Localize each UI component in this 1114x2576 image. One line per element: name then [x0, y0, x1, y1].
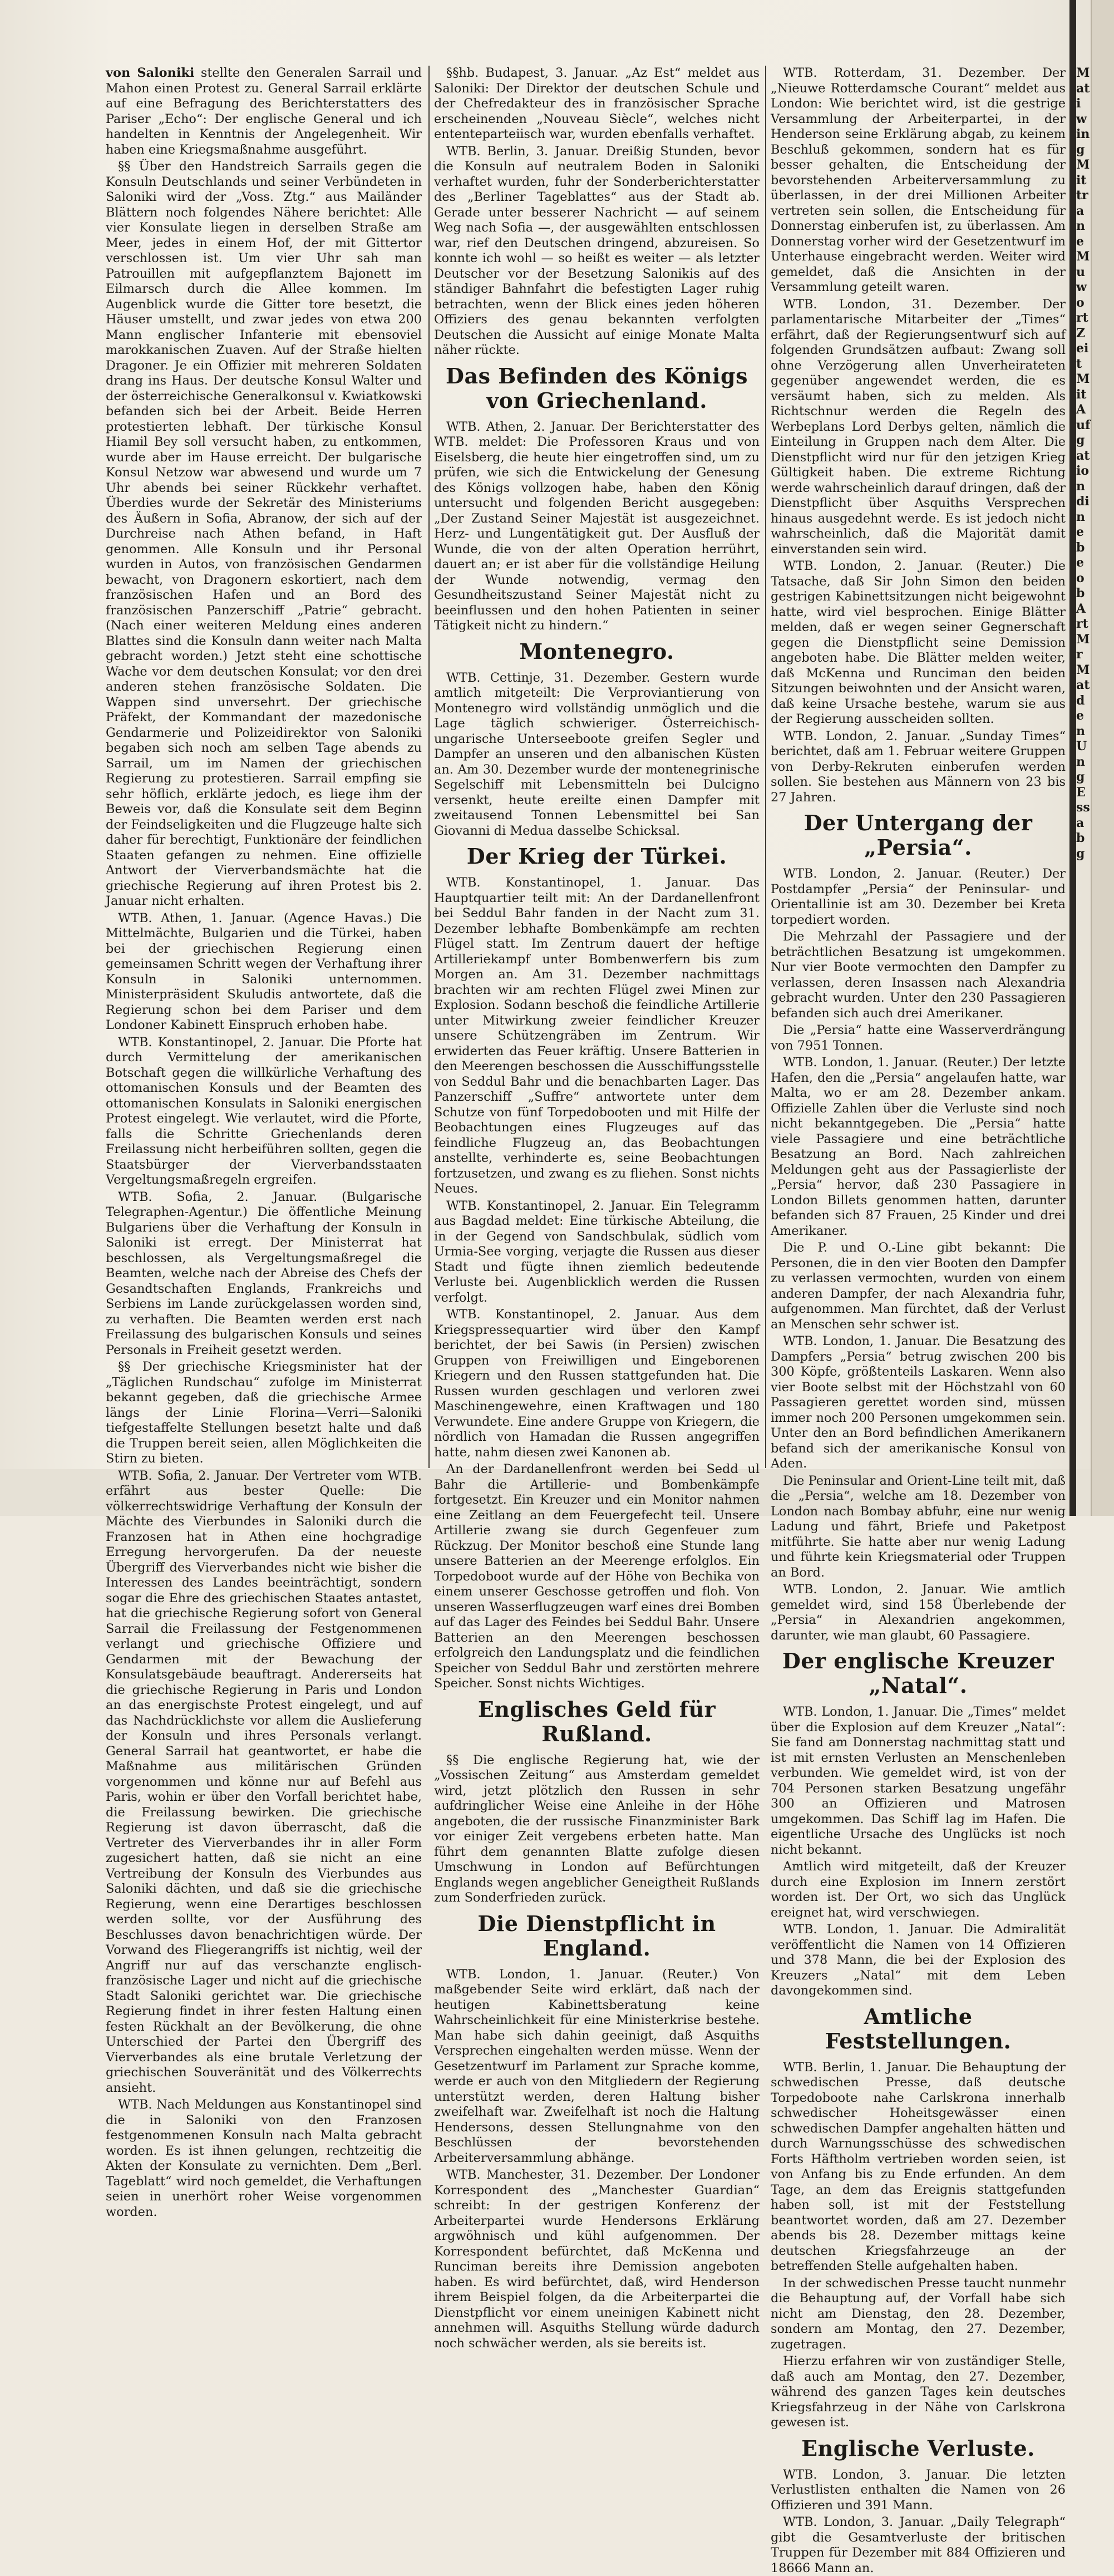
article-paragraph: Die P. und O.-Line gibt bekannt: Die Personen, die in den vier Booten den Dampfer zu verlassen vermochten, wurden von einem anderen Dampfer, der nach Alexandria fuhr, aufgenommen. Man fürchtet, daß der Verlust an Menschen sehr schwer ist.	[771, 1240, 1066, 1332]
article-paragraph: WTB. London, 1. Januar. Die Besatzung des Dampfers „Persia“ betrug zwischen 200 bis 300 Köpfe, größtenteils Laskaren. Wenn also vier Boote selbst mit der Höchstzahl von 60 Passagieren gerettet worden sind, müssen immer noch 200 Personen umgekommen sein. Unter den an Bord befindlichen Amerikanern befand sich der amerikanische Konsul von Aden.	[771, 1334, 1066, 1471]
article-paragraph: WTB. London, 1. Januar. (Reuter.) Der letzte Hafen, den die „Persia“ angelaufen hatte, war Malta, wo er am 28. Dezember ankam. Offizielle Zahlen über die Verluste sind noch nicht bekanntgegeben. Die „Persia“ hatte viele Passagiere und eine beträchtliche Besatzung an Bord. Nach zahlreichen Meldungen geht aus der Passagierliste der „Persia“ hervor, daß 230 Passagiere in London Billets genommen hatten, darunter befanden sich 87 Frauen, 25 Kinder und drei Amerikaner.	[771, 1055, 1066, 1238]
article-paragraph: WTB. Sofia, 2. Januar. (Bulgarische Telegraphen-Agentur.) Die öffentliche Meinung Bulgariens über die Verhaftung der Konsuln in Saloniki ist erregt. Der Ministerrat hat beschlossen, als Vergeltungsmaßregel die Beamten, welche nach der Abreise des Chefs der Gesandtschaften Englands, Frankreichs und Serbiens im Lande zurückgelassen worden sind, zu verhaften. Die Beamten werden erst nach Freilassung des bulgarischen Konsuls und seines Personals in Freiheit gesetzt werden.	[106, 1189, 422, 1357]
headline-king-greece: Das Befinden des Königs von Griechenland.	[446, 363, 748, 413]
headline-turkey-war: Der Krieg der Türkei.	[466, 844, 727, 869]
article-paragraph: WTB. Rotterdam, 31. Dezember. Der „Nieuwe Rotterdamsche Courant“ meldet aus London: Wie berichtet wird, ist die gestrige Versammlung der Arbeiterpartei, in der Henderson seine Erklärung abgab, zu keinem Beschluß gekommen, sondern hat es für besser gehalten, die Entscheidung der bevorstehenden Arbeiterversammlung zu überlassen, in der drei Millionen Arbeiter vertreten sein sollen, die Entscheidung für Donnerstag einberufen ist, zu überlassen. Am Donnerstag vorher wird der Gesetzentwurf im Unterhause eingebracht werden. Weiter wird gemeldet, daß die Ansichten in der Versammlung geteilt waren.	[771, 66, 1066, 294]
article-paragraph: §§ Die englische Regierung hat, wie der „Vossischen Zeitung“ aus Amsterdam gemeldet wird, jetzt plötzlich den Russen in sehr aufdringlicher Weise eine Anleihe in der Höhe angeboten, die der russische Finanzminister Bark vor einiger Zeit vergebens erbeten hatte. Man führt dem genannten Blatte zufolge diesen Umschwung in London auf Befürchtungen Englands wegen angeblicher Geneigtheit Rußlands zum Sonderfrieden zurück.	[434, 1752, 760, 1905]
column-1	[106, 66, 422, 2219]
article-paragraph: WTB. Konstantinopel, 2. Januar. Die Pforte hat durch Vermittelung der amerikanischen Botschaft gegen die willkürliche Verhaftung des ottomanischen Konsuls und der Beamten des ottomanischen Konsulats in Saloniki energischen Protest eingelegt. Wie verlautet, wird die Pforte, falls die Schritte Griechenlands deren Freilassung nicht herbeiführen sollten, gegen die Staatsbürger der Vierverbandsstaaten Vergeltungsmaßregeln ergreifen.	[106, 1035, 422, 1187]
article-paragraph: WTB. Nach Meldungen aus Konstantinopel sind die in Saloniki von den Franzosen festgenommenen Konsuln nach Malta gebracht worden. Es ist ihnen gelungen, rechtzeitig die Akten der Konsulate zu vernichten. Dem „Berl. Tageblatt“ wird noch gemeldet, die Verhaftungen seien in unerhört roher Weise vorgenommen worden.	[106, 2097, 422, 2219]
article-paragraph: An der Dardanellenfront werden bei Sedd ul Bahr die Artillerie- und Bombenkämpfe fortgesetzt. Ein Kreuzer und ein Monitor nahmen eine Zeitlang an dem Feuergefecht teil. Unsere Artillerie zwang sie durch Gegenfeuer zum Rückzug. Der Monitor beschoß eine Stunde lang unsere Batterien an der Meerenge erfolglos. Ein Torpedoboot wurde auf der Höhe von Bechika von einem unserer Geschosse getroffen und floh. Von unseren Wasserflugzeugen warf eines drei Bomben auf das Lager des Feindes bei Seddul Bahr. Unsere Batterien an den Meerengen beschossen erfolgreich den Landungsplatz und die feindlichen Speicher von Seddul Bahr und zerstörten mehrere Speicher. Sonst nichts Wichtiges.	[434, 1462, 760, 1691]
article-paragraph: Die Mehrzahl der Passagiere und der beträchtlichen Besatzung ist umgekommen. Nur vier Boote vermochten den Dampfer zu verlassen, deren Insassen nach Alexandria gebracht wurden. Unter den 230 Passagieren befanden sich auch drei Amerikaner.	[771, 929, 1066, 1021]
article-paragraph: WTB. Konstantinopel, 1. Januar. Das Hauptquartier teilt mit: An der Dardanellenfront bei Seddul Bahr fanden in der Nacht zum 31. Dezember lebhafte Bombenkämpfe am rechten Flügel statt. Im Zentrum dauert der heftige Artilleriekampf unter Bombenwerfern bis zum Morgen an. Am 31. Dezember nachmittags brachten wir am rechten Flügel zwei Minen zur Explosion. Sodann beschoß die feindliche Artillerie unter Mitwirkung zweier feindlicher Kreuzer unsere Schützengräben im Zentrum. Wir erwiderten das Feuer kräftig. Unsere Batterien in den Meerengen beschossen die Ausschiffungsstelle von Seddul Bahr und die benachbarten Lager. Das Panzerschiff „Suffre“ antwortete unter dem Schutze von fünf Torpedobooten und mit Hilfe der Beobachtungen eines Flugzeuges auf das feindliche Flugzeug an, das Beobachtungen anstellte, verhinderte es, seine Beobachtungen fortzusetzen, und zwang es zu fliehen. Sonst nichts Neues.	[434, 875, 760, 1196]
binding-edge	[1069, 0, 1076, 1516]
column-rule-2	[765, 66, 766, 1468]
headline-official-findings: Amtliche Feststellungen.	[825, 2003, 1012, 2053]
column-rule-1	[428, 66, 430, 1468]
article-paragraph: WTB. London, 3. Januar. „Daily Telegraph“ gibt die Gesamtverluste der britischen Truppen für Dezember mit 884 Offizieren und 18666 Mann an.	[771, 2515, 1066, 2575]
article-paragraph: WTB. London, 2. Januar. „Sunday Times“ berichtet, daß am 1. Februar weitere Gruppen von Derby-Rekruten einberufen werden sollen. Sie bestehen aus Männern von 23 bis 27 Jahren.	[771, 728, 1066, 805]
lead-words: von Saloniki	[106, 66, 195, 80]
headline-conscription: Die Dienstpflicht in England.	[477, 1910, 716, 1961]
article-paragraph: WTB. Athen, 1. Januar. (Agence Havas.) Die Mittelmächte, Bulgarien und die Türkei, haben bei der griechischen Regierung einen gemeinsamen Schritt wegen der Verhaftung ihrer Konsuln in Saloniki unternommen. Ministerpräsident Skuludis antwortete, daß die Regierung schon bei dem Pariser und dem Londoner Kabinett Einspruch erhoben habe.	[106, 910, 422, 1032]
column-2	[434, 66, 760, 2351]
article-paragraph: Hierzu erfahren wir von zuständiger Stelle, daß auch am Montag, den 27. Dezember, während des ganzen Tages kein deutsches Kriegsfahrzeug in der Nähe von Carlskrona gewesen ist.	[771, 2354, 1066, 2430]
column-3	[771, 66, 1066, 2575]
headline-montenegro: Montenegro.	[519, 638, 674, 664]
paragraph-text: stellte den Generalen Sarrail und Mahon einen Protest zu. General Sarrail erklärte auf eine Befragung des Berichterstatters des Pariser „Echo“: Der englische General und ich handelten in Kenntnis der Angelegenheit. Wir haben eine Kriegsmaßnahme ausgeführt.	[106, 66, 422, 157]
article-paragraph: §§ Der griechische Kriegsminister hat der „Täglichen Rundschau“ zufolge im Ministerrat bekannt gegeben, daß die griechische Armee längs der Linie Florina—Verri—Saloniki tiefgestaffelte Stellungen besetzt halte und daß die Truppen bereit seien, allen Möglichkeiten die Stirn zu bieten.	[106, 1360, 422, 1466]
article-paragraph: In der schwedischen Presse taucht nunmehr die Behauptung auf, der Vorfall habe sich nicht am Dienstag, den 28. Dezember, sondern am Montag, den 27. Dezember, zugetragen.	[771, 2275, 1066, 2352]
article-paragraph: Die „Persia“ hatte eine Wasserverdrängung von 7951 Tonnen.	[771, 1023, 1066, 1053]
article-paragraph: WTB. London, 31. Dezember. Der parlamentarische Mitarbeiter der „Times“ erfährt, daß der Regierungsentwurf sich auf folgenden Grundsätzen aufbaut: Zwang soll ohne Verzögerung allen Unverheirateten gegenüber angewendet werden, die es versäumt haben, sich zu melden. Als Richtschnur werden die Regeln des Werbeplans Lord Derbys gelten, nämlich die Einteilung in Gruppen nach dem Alter. Die Dienstpflicht wird nur für den jetzigen Krieg Gültigkeit haben. Die extreme Richtung werde wahrscheinlich darauf dringen, daß der Dienstpflicht über Asquiths Versprechen hinaus ausgedehnt werde. Es ist jedoch nicht wahrscheinlich, daß die Majorität damit einverstanden sein wird.	[771, 297, 1066, 556]
article-paragraph: WTB. Manchester, 31. Dezember. Der Londoner Korrespondent des „Manchester Guardian“ schreibt: In der gestrigen Konferenz der Arbeiterpartei wurde Hendersons Erklärung argwöhnisch und kühl aufgenommen. Der Korrespondent befürchtet, daß McKenna und Runciman bereits ihre Demission angeboten haben. Es wird befürchtet, daß, wird Henderson ihrem Beispiel folgen, da die Arbeiterpartei die Dienstpflicht vor einem uneinigen Kabinett nicht annehmen will. Asquiths Stellung würde dadurch noch schwächer werden, als sie bereits ist.	[434, 2168, 760, 2351]
article-paragraph: §§hb. Budapest, 3. Januar. „Az Est“ meldet aus Saloniki: Der Direktor der deutschen Schule und der Chefredakteur des in französischer Sprache erscheinenden „Nouveau Siècle“, welches nicht ententeparteiisch war, wurden ebenfalls verhaftet.	[434, 66, 760, 141]
article-paragraph: WTB. London, 1. Januar. Die Admiralität veröffentlicht die Namen von 14 Offizieren und 378 Mann, die bei der Explosion des Kreuzers „Natal“ mit dem Leben davongekommen sind.	[771, 1922, 1066, 1998]
article-paragraph: Amtlich wird mitgeteilt, daß der Kreuzer durch eine Explosion im Innern zerstört worden ist. Der Ort, wo sich das Unglück ereignet hat, wird verschwiegen.	[771, 1859, 1066, 1920]
article-paragraph: WTB. London, 3. Januar. Die letzten Verlustlisten enthalten die Namen von 26 Offizieren und 391 Mann.	[771, 2467, 1066, 2513]
article-paragraph: §§ Über den Handstreich Sarrails gegen die Konsuln Deutschlands und seiner Verbündeten in Saloniki wird der „Voss. Ztg.“ aus Mailänder Blättern noch folgendes Nähere berichtet: Alle vier Konsulate liegen in derselben Straße am Meer, jedes in einem Hof, der mit Gittertor verschlossen ist. Um vier Uhr sah man Patrouillen mit aufgepflanztem Bajonett im Eilmarsch durch die Allee kommen. Im Augenblick wurde die Gitter tore besetzt, die Häuser umstellt, und zwar jedes von etwa 200 Mann englischer Infanterie mit ebensoviel marokkanischen Zuaven. Auf der Straße hielten Dragoner. Je ein Offizier mit mehreren Soldaten drang ins Haus. Der deutsche Konsul Walter und der österreichische Generalkonsul v. Kwiatkowski befanden sich bei der Arbeit. Beide Herren protestierten lebhaft. Der türkische Konsul Hiamil Bey soll versucht haben, zu entkommen, wurde aber im Hause erreicht. Der bulgarische Konsul Netzow war abwesend und wurde um 7 Uhr abends bei seiner Rückkehr verhaftet. Überdies wurde der Sekretär des Ministeriums des Äußern in Sofia, Abranow, der sich auf der Durchreise nach Athen befand, in Haft genommen. Alle Konsuln und ihr Personal wurden in Autos, von französischen Gendarmen bewacht, von Dragonern eskortiert, nach dem französischen Hafen und an Bord des französischen Panzerschiff „Patrie“ gebracht. (Nach einer weiteren Meldung eines anderen Blattes sind die Konsuln dann weiter nach Malta gebracht worden.) Jetzt steht eine schottische Wache vor dem deutschen Konsulat; vor den drei anderen stehen französische Soldaten. Die Wappen sind unversehrt. Der griechische Präfekt, der Kommandant der mazedonische Gendarmerie und Polizeidirektor von Saloniki begaben sich noch am selben Tage abends zu Sarrail, um im Namen der griechischen Regierung zu protestieren. Sarrail empfing sie sehr höflich, erklärte jedoch, es liege ihm der Beweis vor, daß die Konsulate seit dem Beginn der Feindseligkeiten und die Flugzeuge halte sich daher für berechtigt, Funktionäre der feindlichen Staaten gefangen zu nehmen. Eine offizielle Antwort der Vierverbandsmächte hat die griechische Regierung auf ihren Protest bis 2. Januar nicht erhalten.	[106, 159, 422, 908]
article-paragraph: WTB. Konstantinopel, 2. Januar. Ein Telegramm aus Bagdad meldet: Eine türkische Abteilung, die in der Gegend von Sandschbulak, südlich vom Urmia-See vorging, verjagte die Russen aus dieser Stadt und fügte ihnen ziemlich bedeutende Verluste bei. Augenblicklich werden die Russen verfolgt.	[434, 1198, 760, 1305]
adjacent-page-strip	[1091, 0, 1114, 1516]
headline-natal: Der englische Kreuzer „Natal“.	[782, 1648, 1054, 1698]
article-paragraph: WTB. London, 1. Januar. (Reuter.) Von maßgebender Seite wird erklärt, daß nach der heutigen Kabinettsberatung keine Wahrscheinlichkeit für eine Ministerkrise bestehe. Man habe sich dahin geeinigt, daß Asquiths Versprechen eingehalten werden müsse. Wenn der Gesetzentwurf im Parlament zur Sprache komme, werde er auch von den Mitgliedern der Regierung unterstützt werden, deren Haltung bisher zweifelhaft war. Zweifelhaft ist noch die Haltung Hendersons, dessen Stellungnahme von den Beschlüssen der bevorstehenden Arbeiterversammlung abhänge.	[434, 1967, 760, 2165]
article-paragraph: WTB. Sofia, 2. Januar. Der Vertreter vom WTB. erfährt aus bester Quelle: Die völkerrechtswidrige Verhaftung der Konsuln der Mächte des Vierbundes in Saloniki durch die Franzosen hat in Athen eine hochgradige Erregung hervorgerufen. Da der neueste Übergriff des Vierverbandes nicht wie bisher die Interessen des Landes beeinträchtigt, sondern sogar die Ehre des griechischen Staates antastet, hat die griechische Regierung sofort von General Sarrail die Freilassung der Festgenommenen verlangt und griechische Offiziere und Gendarmen mit der Bewachung der Konsulatsgebäude beauftragt. Andererseits hat die griechische Regierung in Paris und London an das energischste Protest eingelegt, und auf das Nachdrücklichste vor allem die Auslieferung der Konsuln und ihres Personals verlangt. General Sarrail hat geantwortet, er habe die Maßnahme aus militärischen Gründen vorgenommen und könne nur auf Befehl aus Paris, wohin er über den Vorfall berichtet habe, die Freilassung bewirken. Die griechische Regierung ist davon überrascht, daß die Vertreter des Vierverbandes ihr in aller Form zugesichert hatten, daß sie nicht an eine Vertreibung der Konsuln des Vierbundes aus Saloniki dächten, und daß sie die griechische Regierung, wenn eine Derartiges beschlossen werden sollte, vor der Ausführung des Beschlusses davon benachrichtigen würde. Der Vorwand des Fliegerangriffs ist nichtig, weil der Angriff nur auf das verschanzte englisch-französische Lager und nicht auf die griechische Stadt Saloniki gerichtet war. Die griechische Regierung findet in ihrer festen Haltung einen festen Rückhalt an der Bevölkerung, die ohne Unterschied der Partei den Übergriff des Vierverbandes als eine brutale Verletzung der griechischen Souveränität und des Völkerrechts ansieht.	[106, 1468, 422, 2095]
article-paragraph: WTB. Berlin, 1. Januar. Die Behauptung der schwedischen Presse, daß deutsche Torpedoboote nahe Carlskrona innerhalb schwedischer Hoheitsgewässer einen schwedischen Dampfer angehalten hätten und durch Warnungsschüsse des schwedischen Forts Häftholm vertrieben worden seien, ist von Anfang bis zu Ende erfunden. An dem Tage, an dem das Ereignis stattgefunden haben soll, ist mit der Feststellung beantwortet worden, daß am 27. Dezember abends bis 28. Dezember mittags keine deutschen Kriegsfahrzeuge an der betreffenden Stelle aufgehalten haben.	[771, 2060, 1066, 2273]
article-paragraph	[106, 66, 422, 157]
article-paragraph: WTB. London, 2. Januar. (Reuter.) Der Postdampfer „Persia“ der Peninsular- und Orientallinie ist am 30. Dezember bei Kreta torpediert worden.	[771, 866, 1066, 927]
article-paragraph: WTB. Berlin, 3. Januar. Dreißig Stunden, bevor die Konsuln auf neutralem Boden in Saloniki verhaftet wurden, fuhr der Sonderberichterstatter des „Berliner Tageblattes“ aus der Stadt ab. Gerade unter besserer Nachricht — auf seinem Weg nach Sofia —, der ausgewählten entschlossen war, rief den Deutschen dringend, abzureisen. So konnte ich wohl — so heißt es weiter — als letzter Deutscher vor der Besetzung Salonikis auf des ständiger Bahnfahrt die befestigten Lager ruhig betrachten, wenn der Blick eines jeden höheren Offiziers des genau bekannten verfolgten Deutschen die Aussicht auf einige Monate Malta näher rückte.	[434, 144, 760, 357]
article-paragraph: WTB. London, 2. Januar. (Reuter.) Die Tatsache, daß Sir John Simon den beiden gestrigen Kabinettsitzungen nicht beigewohnt hatte, wird viel besprochen. Einige Blätter melden, daß er wegen seiner Gegnerschaft gegen die Dienstpflicht seine Demission angeboten habe. Die Blätter melden weiter, daß McKenna und Runciman den beiden Sitzungen beiwohnten und der Ansicht waren, daß keine Ursache bestehe, warum sie aus der Regierung ausscheiden sollten.	[771, 559, 1066, 726]
headline-english-money: Englisches Geld für Rußland.	[477, 1696, 716, 1746]
article-paragraph: WTB. Athen, 2. Januar. Der Berichterstatter des WTB. meldet: Die Professoren Kraus und von Eiselsberg, die heute hier eingetroffen sind, um zu prüfen, wie sich die Entwickelung der Genesung des Königs vollzogen habe, haben den König untersucht und folgenden Bericht ausgegeben: „Der Zustand Seiner Majestät ist ausgezeichnet. Herz- und Lungentätigkeit gut. Der Ausfluß der Wunde, die von der alten Operation herrührt, dauert an; er ist aber für die vollständige Heilung der Wunde notwendig, vermag den Gesundheitszustand Seiner Majestät nicht zu beeinflussen und den hohen Patienten in seiner Tätigkeit nicht zu hindern.“	[434, 419, 760, 633]
article-paragraph: WTB. Konstantinopel, 2. Januar. Aus dem Kriegspressequartier wird über den Kampf berichtet, der bei Sawis (in Persien) zwischen Gruppen von Freiwilligen und Eingeborenen Kriegern und den Russen stattgefunden hat. Die Russen wurden geschlagen und verloren zwei Maschinengewehre, einen Kraftwagen und 180 Verwundete. Eine andere Gruppe von Kriegern, die nördlich von Hamadan die Russen angegriffen hatte, nahm diesen zwei Kanonen ab.	[434, 1307, 760, 1460]
headline-english-losses: Englische Verluste.	[801, 2435, 1035, 2461]
adjacent-page-text: Mati wing Mit trane Mu wort Zeit Mit Aufg ation dine beob Art Mr Mat den Ung Ess abg	[1076, 66, 1091, 861]
article-paragraph: WTB. Cettinje, 31. Dezember. Gestern wurde amtlich mitgeteilt: Die Verproviantierung von Montenegro wird vollständig unmöglich und die Lage täglich schwieriger. Österreichisch-ungarische Unterseeboote greifen Segler und Dampfer an unseren und den albanischen Küsten an. Am 30. Dezember wurde der montenegrinische Segelschiff mit Lebensmitteln bei Dulcigno versenkt, heute ereilte einen Dampfer mit zweitausend Tonnen Lebensmittel bei San Giovanni di Medua dasselbe Schicksal.	[434, 670, 760, 838]
article-paragraph: Die Peninsular and Orient-Line teilt mit, daß die „Persia“, welche am 18. Dezember von London nach Bombay abfuhr, eine nur wenig Ladung und fährt, Briefe und Paketpost mitführte. Sie hatte aber nur wenig Ladung und führte kein Kriegsmaterial oder Truppen an Bord.	[771, 1473, 1066, 1580]
headline-persia: Der Untergang der „Persia“.	[804, 810, 1033, 860]
article-paragraph: WTB. London, 1. Januar. Die „Times“ meldet über die Explosion auf dem Kreuzer „Natal“: Sie fand am Donnerstag nachmittag statt und ist mit ernsten Verlusten an Menschenleben verbunden. Wie gemeldet wird, ist von der 704 Personen starken Besatzung ungefähr 300 an Offizieren und Matrosen umgekommen. Das Schiff lag im Hafen. Die eigentliche Ursache des Unglücks ist noch nicht bekannt.	[771, 1705, 1066, 1857]
article-paragraph: WTB. London, 2. Januar. Wie amtlich gemeldet wird, sind 158 Überlebende der „Persia“ in Alexandrien angekommen, darunter, wie man glaubt, 60 Passagiere.	[771, 1582, 1066, 1643]
